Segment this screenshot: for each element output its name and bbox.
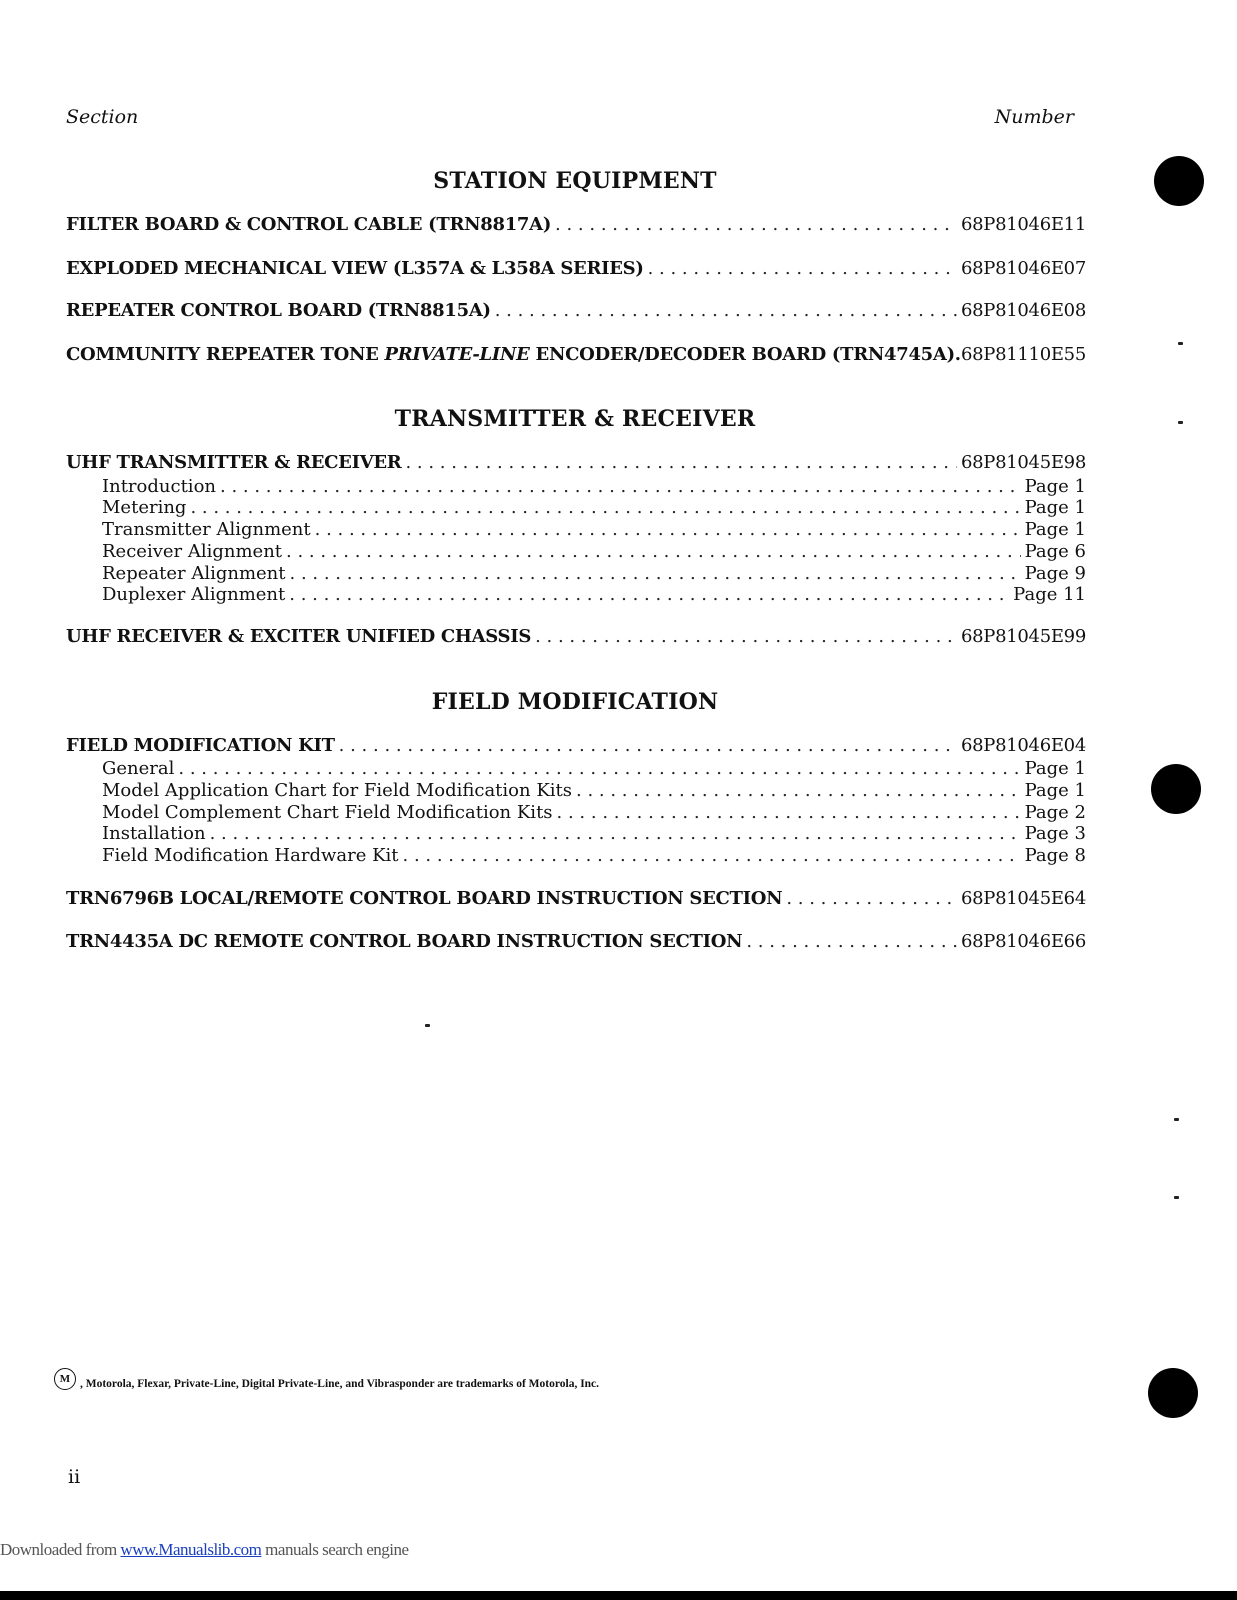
toc-entry[interactable] <box>66 735 1086 759</box>
toc-subentry-page: Page 9 <box>1024 563 1086 584</box>
toc-entry-number: 68P81046E07 <box>960 258 1086 279</box>
toc-subentry-label: Model Application Chart for Field Modification Kits <box>102 780 572 801</box>
leader-dots <box>648 258 957 279</box>
section-title-transmitter-receiver: TRANSMITTER & RECEIVER <box>394 406 756 432</box>
manualslib-link[interactable]: www.Manualslib.com <box>120 1540 262 1559</box>
scan-speck <box>1178 342 1183 345</box>
leader-dots <box>403 845 1021 866</box>
leader-dots <box>535 626 957 647</box>
leader-dots <box>289 584 1009 605</box>
toc-entry-number: 68P81045E98 <box>960 452 1086 473</box>
download-attribution <box>0 1540 409 1560</box>
toc-subentry-page: Page 6 <box>1024 541 1086 562</box>
toc-subentry[interactable] <box>102 823 1086 845</box>
scan-speck <box>425 1024 430 1027</box>
toc-subentry-label: Repeater Alignment <box>102 563 286 584</box>
binder-hole-middle <box>1151 764 1201 814</box>
toc-subentry-label: Introduction <box>102 476 216 497</box>
toc-entry-number: 68P81045E64 <box>960 888 1086 909</box>
header-section-label: Section <box>66 106 139 128</box>
toc-entry-label: FIELD MODIFICATION KIT <box>66 735 335 756</box>
section-title-field-modification: FIELD MODIFICATION <box>431 689 719 715</box>
leader-dots <box>786 888 957 909</box>
download-suffix: manuals search engine <box>261 1540 409 1559</box>
leader-dots <box>746 931 957 952</box>
toc-subentry[interactable] <box>102 519 1086 541</box>
scan-speck <box>1178 421 1183 424</box>
toc-subentry-page: Page 3 <box>1024 823 1086 844</box>
toc-entry-number: 68P81045E99 <box>960 626 1086 647</box>
leader-dots <box>557 802 1021 823</box>
toc-entry-label: UHF RECEIVER & EXCITER UNIFIED CHASSIS <box>66 626 532 647</box>
toc-subentry[interactable] <box>102 780 1086 802</box>
header-number-label: Number <box>994 106 1074 128</box>
leader-dots <box>178 758 1020 779</box>
leader-dots <box>555 214 957 235</box>
toc-subentry-label: Receiver Alignment <box>102 541 283 562</box>
toc-entry-label-italic: PRIVATE-LINE <box>384 344 530 365</box>
toc-subentry-page: Page 8 <box>1024 845 1086 866</box>
toc-entry[interactable] <box>66 214 1086 238</box>
toc-entry[interactable] <box>66 452 1086 476</box>
toc-entry[interactable] <box>66 626 1086 650</box>
toc-entry-label-post: ENCODER/DECODER BOARD (TRN4745A). <box>529 344 961 365</box>
toc-entry-label: UHF TRANSMITTER & RECEIVER <box>66 452 402 473</box>
toc-subentry-label: Transmitter Alignment <box>102 519 311 540</box>
toc-subentry[interactable] <box>102 476 1086 498</box>
bottom-black-rule <box>0 1591 1237 1600</box>
motorola-logo-icon: M <box>54 1368 76 1390</box>
leader-dots <box>286 541 1021 562</box>
leader-dots <box>290 563 1021 584</box>
toc-entry-label: TRN6796B LOCAL/REMOTE CONTROL BOARD INSTRUCTION SECTION <box>66 888 783 909</box>
trademark-footnote <box>54 1373 600 1390</box>
binder-hole-bottom <box>1148 1368 1198 1418</box>
binder-hole-top <box>1154 156 1204 206</box>
toc-entry-label: FILTER BOARD & CONTROL CABLE (TRN8817A) <box>66 214 552 235</box>
leader-dots <box>576 780 1021 801</box>
toc-subentry-label: General <box>102 758 175 779</box>
toc-entry[interactable] <box>66 258 1086 282</box>
leader-dots <box>220 476 1021 497</box>
toc-subentry-page: Page 1 <box>1024 519 1086 540</box>
toc-entry[interactable] <box>66 300 1086 324</box>
toc-entry-label: REPEATER CONTROL BOARD (TRN8815A) <box>66 300 491 321</box>
toc-subentry[interactable] <box>102 584 1086 606</box>
toc-entry-label: EXPLODED MECHANICAL VIEW (L357A & L358A SERIES) <box>66 258 644 279</box>
download-prefix: Downloaded from <box>0 1540 121 1559</box>
toc-entry-label <box>66 344 961 365</box>
toc-entry[interactable] <box>66 888 1086 912</box>
leader-dots <box>190 497 1020 518</box>
trademark-text: , Motorola, Flexar, Private-Line, Digital Private-Line, and Vibrasponder are trademarks of Motorola, Inc. <box>80 1378 600 1390</box>
toc-subentry-page: Page 1 <box>1024 758 1086 779</box>
toc-subentry-page: Page 2 <box>1024 802 1086 823</box>
toc-subentry[interactable] <box>102 563 1086 585</box>
toc-entry[interactable] <box>66 931 1086 955</box>
toc-subentry[interactable] <box>102 802 1086 824</box>
toc-subentry-label: Installation <box>102 823 206 844</box>
toc-subentry-page: Page 1 <box>1024 780 1086 801</box>
toc-subentry-page: Page 1 <box>1024 476 1086 497</box>
scan-speck <box>1174 1118 1179 1121</box>
toc-entry[interactable] <box>66 344 1086 368</box>
toc-entry-label: TRN4435A DC REMOTE CONTROL BOARD INSTRUCTION SECTION <box>66 931 743 952</box>
toc-entry-label-pre: COMMUNITY REPEATER TONE <box>66 344 385 365</box>
toc-entry-number: 68P81046E66 <box>960 931 1086 952</box>
leader-dots <box>495 300 957 321</box>
page-number: ii <box>68 1466 81 1488</box>
leader-dots <box>339 735 957 756</box>
toc-entry-number: 68P81046E04 <box>960 735 1086 756</box>
leader-dots <box>405 452 957 473</box>
toc-entry-number: 68P81110E55 <box>960 344 1086 365</box>
toc-entry-number: 68P81046E11 <box>960 214 1086 235</box>
toc-subentry-page: Page 1 <box>1024 497 1086 518</box>
section-title-station-equipment: STATION EQUIPMENT <box>433 168 717 194</box>
toc-entry-number: 68P81046E08 <box>960 300 1086 321</box>
toc-subentry-label: Metering <box>102 497 187 518</box>
leader-dots <box>210 823 1021 844</box>
toc-subentry[interactable] <box>102 845 1086 867</box>
scan-speck <box>1174 1196 1179 1199</box>
toc-subentry[interactable] <box>102 541 1086 563</box>
toc-subentry[interactable] <box>102 758 1086 780</box>
toc-subentry[interactable] <box>102 497 1086 519</box>
toc-subentry-label: Model Complement Chart Field Modification Kits <box>102 802 553 823</box>
toc-subentry-label: Duplexer Alignment <box>102 584 286 605</box>
toc-subentry-label: Field Modification Hardware Kit <box>102 845 399 866</box>
leader-dots <box>315 519 1021 540</box>
toc-subentry-page: Page 11 <box>1013 584 1086 605</box>
